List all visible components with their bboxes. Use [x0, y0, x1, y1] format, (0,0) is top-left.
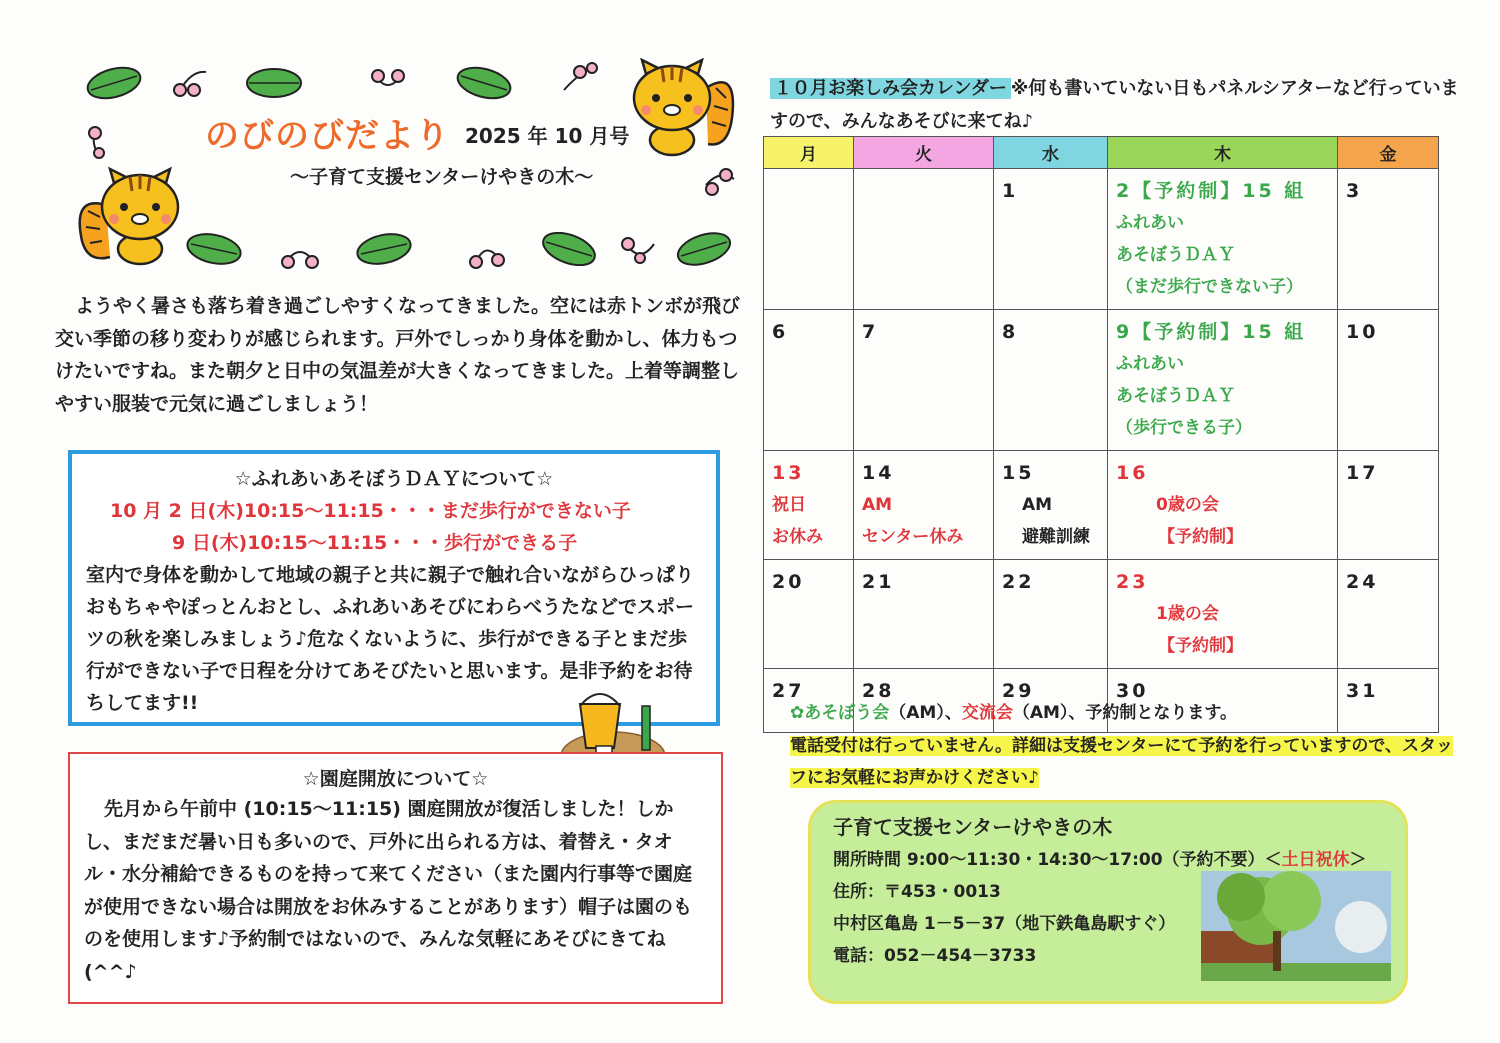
calendar-event-line: 祝日 — [772, 495, 806, 515]
calendar-date: 10 — [1346, 321, 1379, 343]
leaf-icon — [245, 66, 303, 100]
leaf-icon — [85, 66, 143, 100]
fureai-box — [68, 450, 720, 726]
fureai-body: 室内で身体を動かして地域の親子と共に親子で触れ合いながらひっぱりおもちゃやぽっとんおとし、ふれあいあそびにわらべうたなどでスポーツの秋を楽しみましょう♪危なくないように、歩行ができる子とまだ歩行ができない子で日程を分けてあそびたいと思います。是非予約をお待ちしてます!! — [86, 564, 695, 714]
note-koryu: 交流会 — [961, 703, 1013, 723]
garden-body: 先月から午前中 (10:15～11:15) 園庭開放が復活しました！しかし、まだまだ暑い日も多いので、戸外に出られる方は、着替え・タオル・水分補給できるものを持って来てください（また園内行事等で園庭が使用できない場合は開放をお休みすることがあります）帽子は園のものを使用します♪予約制ではないので、みんな気軽にあそびにきてね(^^♪ — [84, 798, 693, 983]
center-name: 子育て支援センターけやきの木 — [833, 815, 1113, 839]
leaf-icon — [540, 232, 598, 266]
calendar-day-header: 火 — [854, 137, 994, 169]
calendar-event-line: 避難訓練 — [1022, 527, 1090, 547]
center-address-1: 住所：〒453・0013 — [833, 882, 1001, 902]
hours-text: 開所時間 9:00～11:30・14:30～17:00（予約不要）＜ — [833, 850, 1282, 870]
calendar-event-line: AM — [862, 495, 893, 515]
fureai-heading: ☆ふれあいあそぼうＤＡＹについて☆ — [234, 468, 554, 490]
calendar-day-cell — [764, 560, 854, 669]
center-info-box — [808, 800, 1408, 1004]
calendar-title — [770, 72, 1460, 138]
berry-icon — [700, 165, 740, 199]
center-address-2: 中村区亀島 1－5－37（地下鉄亀島駅すぐ） — [833, 914, 1176, 934]
phone-note-text: 電話受付は行っていません。詳細は支援センターにて予約を行っていますので、スタッフにお気軽にお声かけください♪ — [790, 736, 1453, 788]
calendar-date: 27 — [772, 680, 805, 702]
calendar-date: 8 — [1002, 321, 1019, 343]
calendar-event-line: （まだ歩行できない子） — [1116, 277, 1303, 297]
calendar-title-highlight: １０月お楽しみ会カレンダー — [770, 78, 1011, 99]
leaf-icon — [185, 232, 243, 266]
calendar-day-cell — [1338, 669, 1439, 733]
calendar-day-cell — [994, 169, 1108, 310]
calendar-event-line: 【予約制】 — [1158, 527, 1243, 547]
calendar-event-line: 1歳の会 — [1156, 604, 1219, 624]
calendar-date: 31 — [1346, 680, 1379, 702]
calendar-day-cell — [1108, 169, 1338, 310]
calendar-date: 23 — [1116, 571, 1149, 593]
fureai-date-line-2: 9 日(木)10:15～11:15・・・歩行ができる子 — [172, 532, 578, 554]
calendar-title-note: ※何も書いていない日もパネルシアターなど行っていますので、みんなあそびに来てね♪ — [770, 78, 1459, 132]
calendar-week-row — [764, 560, 1439, 669]
calendar-date: 15 — [1002, 462, 1035, 484]
calendar-event-line: 【予約制】 — [1158, 636, 1243, 656]
calendar-day-header: 金 — [1338, 137, 1439, 169]
calendar-date: 9【予約制】15 組 — [1116, 321, 1307, 343]
closed-days: 土日祝休 — [1281, 850, 1350, 870]
leaf-icon — [455, 66, 513, 100]
calendar-day-cell — [1108, 451, 1338, 560]
calendar-date: 30 — [1116, 680, 1149, 702]
calendar-date: 7 — [862, 321, 879, 343]
calendar-day-cell — [1338, 451, 1439, 560]
calendar-day-cell — [1338, 310, 1439, 451]
calendar-date: 21 — [862, 571, 895, 593]
note-am-1: （AM）、 — [889, 703, 962, 723]
intro-paragraph: ようやく暑さも落ち着き過ごしやすくなってきました。空には赤トンボが飛び交い季節の移り変わりが感じられます。戸外でしっかり身体を動かし、体力もつけたいですね。また朝夕と日中の気温差が大きくなってきました。上着等調整しやすい服装で元気に過ごしましょう！ — [55, 295, 741, 415]
calendar-date: 17 — [1346, 462, 1379, 484]
garden-heading: ☆園庭開放について☆ — [302, 768, 489, 790]
phone-note — [790, 730, 1460, 794]
calendar-day-cell — [764, 310, 854, 451]
berry-icon — [85, 125, 125, 159]
calendar-date: 20 — [772, 571, 805, 593]
calendar-event-line: あそぼうＤＡＹ — [1116, 386, 1235, 406]
calendar-day-cell — [854, 451, 994, 560]
calendar-day-cell — [994, 451, 1108, 560]
calendar-date: 29 — [1002, 680, 1035, 702]
calendar-event-line: AM — [1022, 495, 1053, 515]
berry-icon — [560, 62, 600, 96]
center-phone: 電話：052－454－3733 — [833, 946, 1037, 966]
calendar-event-line: ふれあい — [1116, 213, 1184, 233]
calendar-day-cell — [994, 560, 1108, 669]
calendar-date: 2【予約制】15 組 — [1116, 180, 1307, 202]
calendar-day-cell — [1338, 560, 1439, 669]
calendar-day-cell — [854, 560, 994, 669]
calendar-week-row — [764, 310, 1439, 451]
calendar-day-cell — [764, 169, 854, 310]
leaf-icon — [355, 232, 413, 266]
berry-icon — [368, 66, 408, 100]
calendar-day-cell — [764, 451, 854, 560]
fureai-date-line-1: 10 月 2 日(木)10:15～11:15・・・まだ歩行ができない子 — [110, 500, 631, 522]
calendar-date: 28 — [862, 680, 895, 702]
calendar-week-row — [764, 451, 1439, 560]
berry-icon — [468, 236, 508, 270]
calendar-date: 1 — [1002, 180, 1019, 202]
calendar-day-cell — [854, 169, 994, 310]
calendar-note — [790, 697, 1237, 729]
newsletter-subtitle: ～子育て支援センターけやきの木～ — [290, 166, 594, 188]
calendar-date: 6 — [772, 321, 789, 343]
calendar-date: 14 — [862, 462, 895, 484]
issue-date: 2025 年 10 月号 — [465, 124, 630, 148]
event-calendar — [763, 136, 1439, 733]
calendar-event-line: 0歳の会 — [1156, 495, 1219, 515]
note-rest: （AM）、予約制となります。 — [1012, 703, 1238, 723]
newsletter-title: のびのびだより — [205, 116, 450, 156]
calendar-day-cell — [1108, 560, 1338, 669]
calendar-event-line: ふれあい — [1116, 354, 1184, 374]
calendar-date: 3 — [1346, 180, 1363, 202]
squirrel-icon — [628, 58, 740, 158]
note-asobou: あそぼう会 — [804, 703, 890, 723]
calendar-event-line: あそぼうＤＡＹ — [1116, 245, 1235, 265]
calendar-event-line: センター休み — [862, 527, 964, 547]
center-photo — [1201, 871, 1391, 981]
flower-icon: ✿ — [790, 703, 805, 723]
garden-box — [68, 752, 723, 1004]
calendar-week-row — [764, 169, 1439, 310]
calendar-date: 22 — [1002, 571, 1035, 593]
leaf-icon — [675, 232, 733, 266]
berry-icon — [620, 234, 660, 268]
calendar-date: 24 — [1346, 571, 1379, 593]
calendar-day-cell — [994, 310, 1108, 451]
berry-icon — [172, 66, 212, 100]
berry-icon — [280, 236, 320, 270]
calendar-day-cell — [1108, 310, 1338, 451]
calendar-date: 16 — [1116, 462, 1149, 484]
calendar-date: 13 — [772, 462, 805, 484]
squirrel-icon — [78, 165, 188, 267]
calendar-event-line: お休み — [772, 527, 823, 547]
hours-end: ＞ — [1349, 850, 1367, 870]
calendar-day-cell — [854, 310, 994, 451]
calendar-event-line: （歩行できる子） — [1116, 418, 1252, 438]
calendar-day-header: 月 — [764, 137, 854, 169]
calendar-day-header: 水 — [994, 137, 1108, 169]
calendar-day-header: 木 — [1108, 137, 1338, 169]
calendar-day-cell — [1338, 169, 1439, 310]
